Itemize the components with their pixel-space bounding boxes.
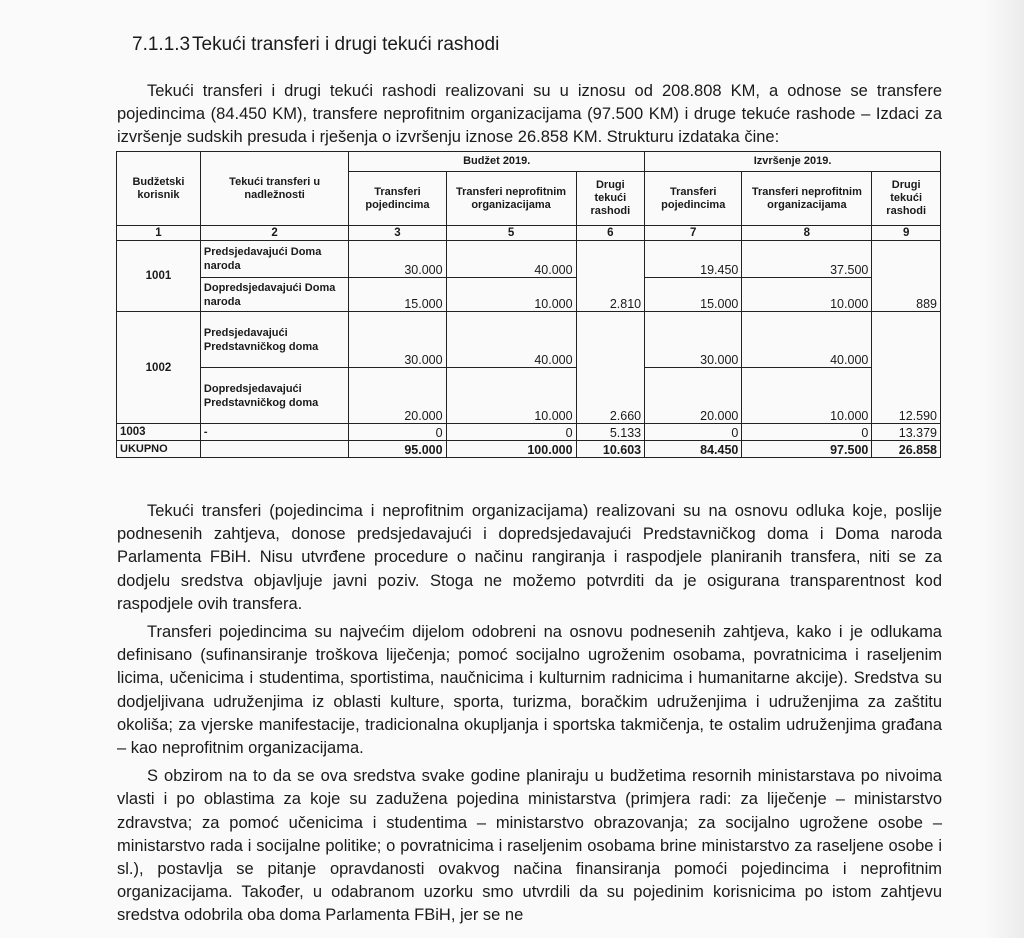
cell-value: 20.000 — [645, 368, 742, 424]
row-code: 1003 — [117, 424, 201, 441]
cell-value: 2.810 — [576, 241, 645, 312]
cell-value: 12.590 — [872, 312, 941, 424]
header-exec-pojedinci: Transferi pojedincima — [645, 172, 742, 226]
cell-value: 15.000 — [349, 278, 446, 312]
cell-value: 889 — [872, 241, 941, 312]
row-label: - — [200, 424, 348, 441]
header-execution-2019: Izvršenje 2019. — [645, 152, 941, 172]
cell-value: 2.660 — [576, 312, 645, 424]
paragraph: Transferi pojedincima su najvećim dijelom odobreni na osnovu podnesenih zahtjeva, kako i je odlukama definisano (sufinansiranje troškova liječenja; pomoć socijalno ugroženim osobama, povratnicima i raseljenim licima, učenicima i studentima, sportistima, naučnicima i kulturnim radnicima i humanitarne akcije). Sredstva su dodjeljivana udruženjima iz oblasti kulture, sporta, turizma, boračkim udruženjima i udruženjima za zaštitu okoliša; za vjerske manifestacije, tradicionalna okupljanja i sportska takmičenja, te ostalim udruženjima građana – kao neprofitnim organizacijama. — [117, 623, 942, 758]
row-label: Dopredsjedavajući Doma naroda — [200, 278, 348, 312]
total-value: 26.858 — [872, 441, 941, 458]
header-budget-neprofitne: Transferi neprofitnim organizacijama — [446, 172, 576, 226]
cell-value: 19.450 — [645, 241, 742, 278]
cell-value: 10.000 — [446, 368, 576, 424]
col-number: 1 — [117, 226, 201, 241]
table-row — [117, 278, 941, 312]
cell-value: 10.000 — [742, 278, 872, 312]
cell-value: 15.000 — [645, 278, 742, 312]
page-edge-shadow — [984, 0, 1024, 938]
total-empty-cell — [200, 441, 348, 458]
col-number: 5 — [446, 226, 576, 241]
col-number: 9 — [872, 226, 941, 241]
cell-value: 30.000 — [349, 312, 446, 368]
cell-value: 40.000 — [446, 241, 576, 278]
cell-value: 30.000 — [349, 241, 446, 278]
expenditure-table — [116, 151, 941, 458]
table-row — [117, 312, 941, 368]
col-number: 3 — [349, 226, 446, 241]
header-exec-drugi: Drugi tekući rashodi — [872, 172, 941, 226]
paragraph: Tekući transferi (pojedincima i neprofitnim organizacijama) realizovani su na osnovu odluka koje, poslije podnesenih zahtjeva, donose predsjedavajući i dopredsjedavajući Predstavničkog doma i Doma naroda Parlamenta FBiH. Nisu utvrđene procedure o načinu rangiranja i raspodjele planiranih transfera, niti se za dodjelu sredstva objavljuje javni poziv. Stoga ne možemo potvrditi da je osigurana transparentnost kod raspodjele ovih transfera. — [117, 502, 942, 613]
header-exec-neprofitne: Transferi neprofitnim organizacijama — [742, 172, 872, 226]
cell-value: 5.133 — [576, 424, 645, 441]
cell-value: 37.500 — [742, 241, 872, 278]
cell-value: 0 — [742, 424, 872, 441]
total-row — [117, 441, 941, 458]
header-budget-2019: Budžet 2019. — [349, 152, 645, 172]
cell-value: 40.000 — [446, 312, 576, 368]
paragraph: S obzirom na to da se ova sredstva svake godine planiraju u budžetima resornih ministarstava po nivoima vlasti i po oblastima za koje su zadužena pojedina ministarstva (primjera radi: za liječenje – ministarstvo zdravstva; za pomoć učenicima i studentima – ministarstvo obrazovanja; za socijalno ugrožene osobe – ministarstvo rada i socijalne politike; o povratnicima i raseljenim osobama brine ministarstvo za raseljene osobe i sl.), postavlja se pitanje opravdanosti ovakvog načina finansiranja pomoći pojedincima i neprofitnim organizacijama. Također, u odabranom uzorku smo utvrdili da su pojedinim korisnicima po istom zahtjevu sredstva odobrila oba doma Parlamenta FBiH, jer se ne — [117, 767, 942, 925]
cell-value: 10.000 — [742, 368, 872, 424]
total-value: 97.500 — [742, 441, 872, 458]
table-row — [117, 241, 941, 278]
cell-value: 30.000 — [645, 312, 742, 368]
row-code: 1002 — [117, 312, 201, 424]
total-label: UKUPNO — [117, 441, 201, 458]
intro-text: Tekući transferi i drugi tekući rashodi realizovani su u iznosu od 208.808 KM, a odnose se transfere pojedincima (84.450 KM), transfere neprofitnim organizacijama (97.500 KM) i druge tekuće rashode – Izdaci za izvršenje sudskih presuda i rješenja o izvršenju iznose 26.858 KM. Strukturu izdataka čine: — [117, 82, 942, 146]
header-budget-drugi: Drugi tekući rashodi — [576, 172, 645, 226]
table-row — [117, 368, 941, 424]
cell-value: 0 — [349, 424, 446, 441]
total-value: 100.000 — [446, 441, 576, 458]
cell-value: 0 — [446, 424, 576, 441]
total-value: 84.450 — [645, 441, 742, 458]
intro-paragraph — [117, 80, 942, 149]
header-transferi: Tekući transferi u nadležnosti — [200, 152, 348, 226]
col-number: 7 — [645, 226, 742, 241]
col-number: 8 — [742, 226, 872, 241]
cell-value: 10.000 — [446, 278, 576, 312]
total-value: 95.000 — [349, 441, 446, 458]
row-code: 1001 — [117, 241, 201, 312]
total-value: 10.603 — [576, 441, 645, 458]
body-text — [117, 500, 942, 933]
section-number: 7.1.1.3 — [132, 34, 191, 55]
header-budget-pojedinci: Transferi pojedincima — [349, 172, 446, 226]
cell-value: 13.379 — [872, 424, 941, 441]
cell-value: 40.000 — [742, 312, 872, 368]
row-label: Predsjedavajući Doma naroda — [200, 241, 348, 278]
col-number: 6 — [576, 226, 645, 241]
section-heading — [132, 34, 499, 56]
table-row — [117, 424, 941, 441]
section-title: Tekući transferi i drugi tekući rashodi — [192, 34, 500, 55]
row-label: Predsjedavajući Predstavničkog doma — [200, 312, 348, 368]
cell-value: 0 — [645, 424, 742, 441]
header-korisnik: Budžetski korisnik — [117, 152, 201, 226]
cell-value: 20.000 — [349, 368, 446, 424]
row-label: Dopredsjedavajući Predstavničkog doma — [200, 368, 348, 424]
col-number: 2 — [200, 226, 348, 241]
